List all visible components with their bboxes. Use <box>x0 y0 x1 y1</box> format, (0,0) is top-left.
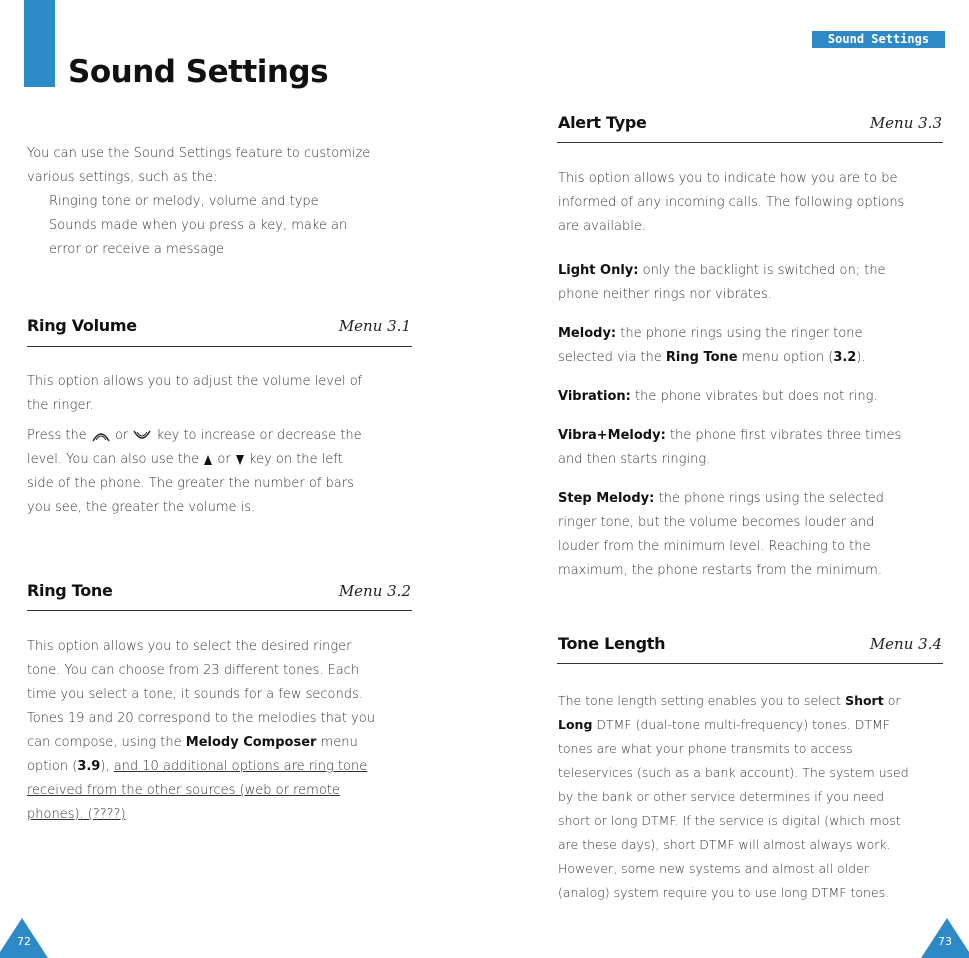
underlined-note: received from the other sources (web or remote <box>27 783 340 798</box>
body-text: only the backlight is switched on; the <box>642 263 886 278</box>
body-line: However, some new systems and almost all older <box>558 861 869 876</box>
right-page-number: 73 <box>938 935 952 948</box>
option-label: Step Melody: <box>558 491 655 506</box>
body-text: DTMF (dual-tone multi-frequency) tones. DTMF <box>596 717 890 732</box>
body-text: the phone rings using the selected <box>658 491 884 506</box>
body-line: are available. <box>558 219 646 234</box>
body-line: teleservices (such as a bank account). The system used <box>558 765 909 780</box>
body-text: ), <box>100 759 114 774</box>
body-line: side of the phone. The greater the number of bars <box>27 476 354 491</box>
ring-tone-body <box>27 635 422 827</box>
body-text: the phone vibrates but does not ring. <box>634 389 878 404</box>
menu-name-bold: Ring Tone <box>665 350 738 365</box>
body-text: selected via the <box>558 350 662 365</box>
menu-ref-3-4: Menu 3.4 <box>869 635 942 653</box>
section-title-tone-length: Tone Length <box>558 634 666 653</box>
alert-type-body <box>558 167 958 583</box>
up-nav-key-icon <box>91 429 111 443</box>
body-line <box>27 731 422 755</box>
body-text: level. You can also use the <box>27 452 200 467</box>
option-melody <box>558 322 958 346</box>
section-divider <box>27 610 412 611</box>
menu-number-bold: 3.2 <box>833 350 857 365</box>
section-title-ring-tone: Ring Tone <box>27 581 113 600</box>
body-line: (analog) system require you to use long DTMF tones. <box>558 885 890 900</box>
body-line: tones are what your phone transmits to access <box>558 741 853 756</box>
body-text: or <box>217 452 231 467</box>
body-line: Tones 19 and 20 correspond to the melodies that you <box>27 711 375 726</box>
menu-ref-3-1: Menu 3.1 <box>338 317 411 335</box>
body-line: time you select a tone, it sounds for a few seconds. <box>27 687 363 702</box>
body-line: you see, the greater the volume is. <box>27 500 256 515</box>
option-light-only <box>558 259 958 283</box>
running-header-tag: Sound Settings <box>812 31 945 48</box>
option-step-melody <box>558 487 958 511</box>
left-page-number: 72 <box>17 935 31 948</box>
body-line <box>558 346 958 370</box>
body-line <box>558 713 958 737</box>
body-text: or <box>887 693 901 708</box>
body-text: the phone first vibrates three times <box>669 428 902 443</box>
section-divider <box>27 346 412 347</box>
body-text: menu option ( <box>741 350 834 365</box>
underlined-note: phones). (????) <box>27 807 126 822</box>
option-label: Melody: <box>558 326 617 341</box>
body-text: the phone rings using the ringer tone <box>620 326 863 341</box>
tone-length-body <box>558 689 958 905</box>
body-line: short or long DTMF. If the service is digital (which most <box>558 813 901 828</box>
volume-down-side-key-icon <box>235 454 245 466</box>
down-nav-key-icon <box>132 429 152 443</box>
body-line: informed of any incoming calls. The following options <box>558 195 905 210</box>
body-text: ). <box>856 350 866 365</box>
body-line: maximum, the phone restarts from the minimum. <box>558 563 882 578</box>
body-text: Press the <box>27 428 87 443</box>
body-line: tone. You can choose from 23 different tones. Each <box>27 663 360 678</box>
body-text: can compose, using the <box>27 735 182 750</box>
intro-text <box>27 142 422 262</box>
menu-ref-3-2: Menu 3.2 <box>338 582 411 600</box>
body-line <box>27 424 422 448</box>
body-line: by the bank or other service determines if you need <box>558 789 885 804</box>
section-divider <box>557 663 943 664</box>
body-line: the ringer. <box>27 398 94 413</box>
option-vibration <box>558 385 958 409</box>
body-text: key on the left <box>249 452 343 467</box>
body-text: option ( <box>27 759 78 774</box>
intro-bullet: Ringing tone or melody, volume and type <box>49 194 319 209</box>
intro-line: You can use the Sound Settings feature to customize <box>27 146 371 161</box>
page-title: Sound Settings <box>68 54 329 90</box>
option-label: Light Only: <box>558 263 639 278</box>
title-accent-bar <box>24 0 55 87</box>
intro-bullet: error or receive a message <box>49 242 224 257</box>
body-line: are these days), short DTMF will almost always work. <box>558 837 891 852</box>
section-title-ring-volume: Ring Volume <box>27 316 137 335</box>
menu-number-bold: 3.9 <box>77 759 101 774</box>
body-text: or <box>114 428 129 443</box>
body-line: louder from the minimum level. Reaching to the <box>558 539 871 554</box>
body-line <box>27 448 422 472</box>
intro-line: various settings, such as the: <box>27 170 218 185</box>
body-line: phone neither rings nor vibrates. <box>558 287 772 302</box>
section-title-alert-type: Alert Type <box>558 113 647 132</box>
body-line: This option allows you to adjust the volume level of <box>27 374 363 389</box>
body-text: The tone length setting enables you to select <box>558 693 842 708</box>
underlined-note: and 10 additional options are ring tone <box>113 759 368 774</box>
body-line <box>558 689 958 713</box>
body-text: menu <box>320 735 358 750</box>
volume-up-side-key-icon <box>203 454 213 466</box>
body-line <box>27 755 422 779</box>
menu-name-bold: Melody Composer <box>185 735 317 750</box>
body-line: and then starts ringing. <box>558 452 711 467</box>
body-line: This option allows you to indicate how you are to be <box>558 171 898 186</box>
option-bold: Short <box>845 693 884 708</box>
menu-ref-3-3: Menu 3.3 <box>869 114 942 132</box>
option-label: Vibration: <box>558 389 631 404</box>
body-line: ringer tone, but the volume becomes louder and <box>558 515 875 530</box>
intro-bullet: Sounds made when you press a key, make an <box>49 218 348 233</box>
option-bold: Long <box>558 717 593 732</box>
body-text: key to increase or decrease the <box>156 428 362 443</box>
option-vibra-melody <box>558 424 958 448</box>
ring-volume-body <box>27 370 422 520</box>
option-label: Vibra+Melody: <box>558 428 666 443</box>
section-divider <box>557 142 943 143</box>
body-line: This option allows you to select the desired ringer <box>27 639 352 654</box>
